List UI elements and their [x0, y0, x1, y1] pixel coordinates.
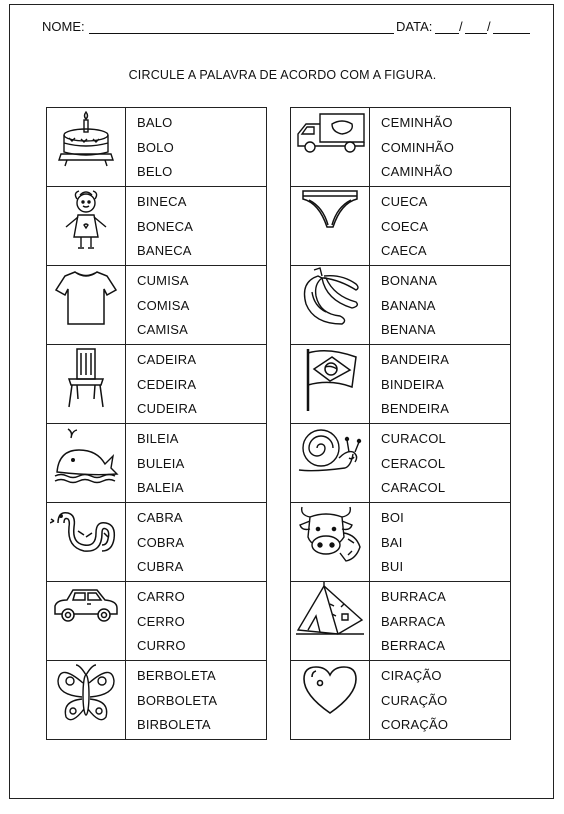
instruction: CIRCULE A PALAVRA DE ACORDO COM A FIGURA. — [128, 68, 437, 82]
snake-icon — [50, 503, 122, 559]
table-row — [291, 266, 511, 345]
word-options — [370, 108, 511, 187]
table-row — [291, 345, 511, 424]
word-option[interactable]: BAI — [381, 534, 403, 550]
cake-icon — [51, 108, 121, 170]
picture-cell — [47, 187, 126, 266]
word-option[interactable]: BALO — [137, 115, 173, 130]
picture-cell — [291, 424, 370, 503]
word-options — [370, 187, 511, 266]
table-row — [47, 345, 267, 424]
word-options — [126, 503, 267, 582]
word-option[interactable]: BANANA — [381, 297, 436, 313]
word-option[interactable]: BURRACA — [381, 589, 446, 604]
right-word-table — [290, 107, 511, 740]
word-option[interactable]: CAMINHÃO — [381, 164, 453, 179]
table-row — [291, 424, 511, 503]
word-option[interactable]: BENANA — [381, 322, 436, 337]
word-options — [370, 424, 511, 503]
picture-cell — [47, 661, 126, 740]
picture-cell — [47, 266, 126, 345]
tent-icon — [294, 582, 366, 638]
picture-cell — [291, 345, 370, 424]
word-option[interactable]: COMISA — [137, 297, 190, 313]
word-options — [370, 503, 511, 582]
word-option[interactable]: BULEIA — [137, 455, 185, 471]
picture-cell — [47, 503, 126, 582]
date-separator: / — [459, 19, 463, 34]
table-row — [47, 503, 267, 582]
word-option[interactable]: CARRO — [137, 589, 185, 604]
word-options — [126, 345, 267, 424]
table-row — [47, 266, 267, 345]
table-row — [291, 661, 511, 740]
word-option[interactable]: CAMISA — [137, 322, 189, 337]
worksheet — [9, 4, 554, 799]
word-option[interactable]: CURAÇÃO — [381, 692, 448, 708]
picture-cell — [291, 108, 370, 187]
left-word-table — [46, 107, 267, 740]
table-row — [47, 187, 267, 266]
word-option[interactable]: CUMISA — [137, 273, 189, 288]
doll-icon — [56, 187, 116, 253]
word-options — [370, 345, 511, 424]
table-row — [47, 108, 267, 187]
date-separator: / — [487, 19, 491, 34]
picture-cell — [291, 582, 370, 661]
word-option[interactable]: BANECA — [137, 243, 192, 258]
word-option[interactable]: CADEIRA — [137, 352, 197, 367]
table-row — [47, 661, 267, 740]
picture-cell — [291, 503, 370, 582]
word-option[interactable]: BONANA — [381, 273, 438, 288]
picture-cell — [291, 187, 370, 266]
date-label: DATA: — [396, 19, 433, 34]
shirt-icon — [53, 266, 119, 328]
word-options — [370, 582, 511, 661]
word-option[interactable]: CUECA — [381, 194, 428, 209]
word-option[interactable]: BANDEIRA — [381, 352, 450, 367]
word-option[interactable]: BALEIA — [137, 480, 184, 495]
table-row — [291, 187, 511, 266]
butterfly-icon — [54, 661, 118, 727]
word-option[interactable]: CERACOL — [381, 455, 446, 471]
picture-cell — [47, 108, 126, 187]
ox-icon — [296, 503, 364, 565]
word-option[interactable]: COMINHÃO — [381, 139, 455, 155]
word-option[interactable]: CURACOL — [381, 431, 446, 446]
picture-cell — [291, 661, 370, 740]
table-row — [47, 424, 267, 503]
word-option[interactable]: CURRO — [137, 638, 186, 653]
word-option[interactable]: BIRBOLETA — [137, 717, 211, 732]
word-option[interactable]: CABRA — [137, 510, 183, 525]
word-option[interactable]: CERRO — [137, 613, 185, 629]
word-options — [126, 424, 267, 503]
word-options — [126, 187, 267, 266]
word-option[interactable]: CEDEIRA — [137, 376, 197, 392]
heart-icon — [298, 661, 362, 719]
table-row — [47, 582, 267, 661]
word-option[interactable]: BOI — [381, 510, 404, 525]
table-row — [291, 108, 511, 187]
name-field[interactable] — [89, 20, 394, 34]
word-option[interactable]: BILEIA — [137, 431, 179, 446]
word-option[interactable]: BENDEIRA — [381, 401, 450, 416]
word-options — [126, 108, 267, 187]
word-option[interactable]: BERBOLETA — [137, 668, 216, 683]
word-option[interactable]: CEMINHÃO — [381, 115, 453, 130]
date-month-field[interactable] — [465, 20, 487, 34]
word-option[interactable]: BUI — [381, 559, 404, 574]
word-options — [126, 661, 267, 740]
word-options — [370, 661, 511, 740]
name-label: NOME: — [42, 19, 85, 34]
date-day-field[interactable] — [435, 20, 459, 34]
underwear-icon — [299, 187, 361, 231]
word-option[interactable]: CARACOL — [381, 480, 446, 495]
word-option[interactable]: BERRACA — [381, 638, 446, 653]
word-option[interactable]: CAECA — [381, 243, 427, 258]
truck-icon — [294, 108, 366, 156]
header — [42, 19, 532, 39]
picture-cell — [47, 424, 126, 503]
whale-icon — [51, 424, 121, 486]
word-option[interactable]: BOLO — [137, 139, 174, 155]
table-row — [291, 582, 511, 661]
word-option[interactable]: CUDEIRA — [137, 401, 197, 416]
word-option[interactable]: BORBOLETA — [137, 692, 218, 708]
chair-icon — [61, 345, 111, 411]
picture-cell — [47, 345, 126, 424]
word-option[interactable]: CORAÇÃO — [381, 717, 449, 732]
snail-icon — [295, 424, 365, 478]
word-option[interactable]: BINDEIRA — [381, 376, 445, 392]
word-option[interactable]: COECA — [381, 218, 429, 234]
word-option[interactable]: BELO — [137, 164, 173, 179]
word-options — [370, 266, 511, 345]
word-option[interactable]: BINECA — [137, 194, 187, 209]
car-icon — [51, 582, 121, 626]
word-option[interactable]: CUBRA — [137, 559, 184, 574]
word-options — [126, 582, 267, 661]
word-option[interactable]: BONECA — [137, 218, 194, 234]
picture-cell — [291, 266, 370, 345]
word-option[interactable]: BARRACA — [381, 613, 446, 629]
table-row — [291, 503, 511, 582]
bananas-icon — [296, 266, 364, 330]
date-year-field[interactable] — [493, 20, 530, 34]
word-option[interactable]: COBRA — [137, 534, 185, 550]
picture-cell — [47, 582, 126, 661]
word-option[interactable]: CIRAÇÃO — [381, 668, 442, 683]
flag-icon — [298, 345, 362, 413]
word-options — [126, 266, 267, 345]
